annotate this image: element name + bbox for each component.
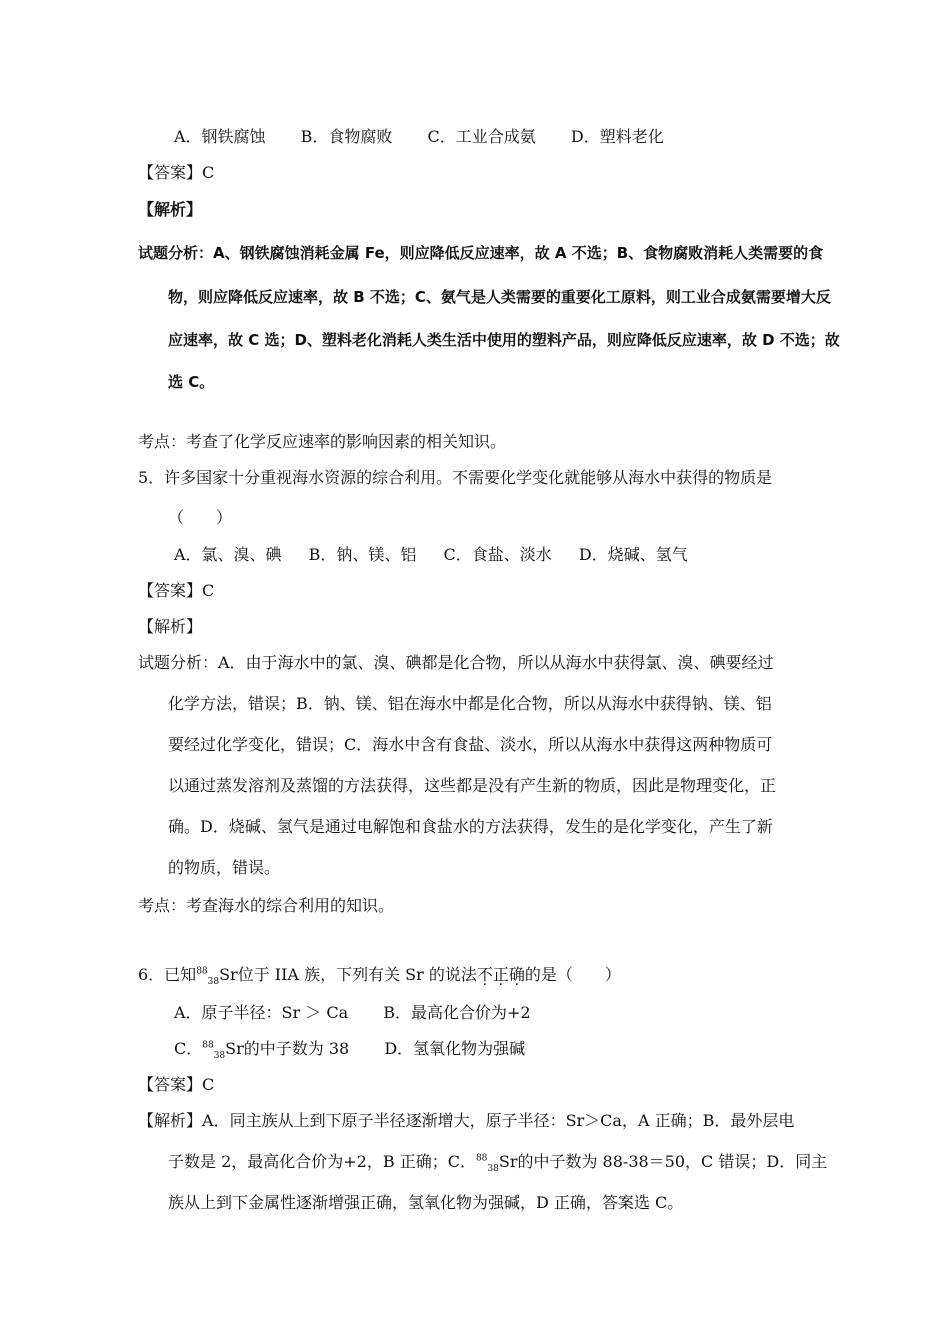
q5-option-b: B．钠、镁、铝	[308, 545, 417, 564]
q5-analysis-line-1: 试题分析：A．由于海水中的氯、溴、碘都是化合物，所以从海水中获得氯、溴、碘要经过	[138, 653, 774, 672]
q4-point: 考点：考查了化学反应速率的影响因素的相关知识。	[138, 432, 507, 451]
q6-option-c-suffix: 的中子数为 38	[243, 1039, 350, 1058]
q6-option-b: B．最高化合价为+2	[383, 1003, 531, 1022]
q6-stem-prefix: 6．已知	[138, 965, 197, 984]
q6-stem-end: 的是（ ）	[524, 965, 621, 984]
q4-option-d: D．塑料老化	[570, 127, 664, 146]
q5-analysis-line-5: 确。D．烧碱、氢气是通过电解饱和食盐水的方法获得，发生的是化学变化，产生了新	[168, 817, 773, 836]
q6-option-c-prefix: C．	[174, 1039, 203, 1058]
q6-emph-3: 确	[508, 965, 525, 984]
q6-options-row-1	[174, 1003, 531, 1023]
q4-option-a: A．钢铁腐蚀	[174, 127, 266, 146]
q4-analysis-line-1: 试题分析：A、钢铁腐蚀消耗金属 Fe，则应降低反应速率，故 A 不选；B、食物腐败消耗人类需要的食	[138, 244, 824, 262]
q6-analysis-line-1	[138, 1111, 794, 1131]
q5-analysis-line-4: 以通过蒸发溶剂及蒸馏的方法获得，这些都是没有产生新的物质，因此是物理变化，正	[168, 776, 777, 795]
q6-stem-mid: 位于 IIA 族，下列有关 Sr 的说法	[237, 965, 477, 984]
q5-option-d: D．烧碱、氢气	[578, 545, 688, 564]
q5-paren: （ ）	[168, 508, 233, 527]
q6-option-a: A．原子半径：Sr ＞ Ca	[174, 1003, 349, 1022]
q6-analysis-element: Sr	[498, 1152, 518, 1171]
q5-answer: 【答案】C	[138, 581, 215, 600]
q6-analysis-atomic: 38	[487, 1164, 499, 1175]
q5-point: 考点：考查海水的综合利用的知识。	[138, 896, 395, 915]
q6-analysis-second-b: 的中子数为 88-38＝50，C 错误；D．同主	[517, 1152, 828, 1171]
q6-analysis-first: A．同主族从上到下原子半径逐渐增大，原子半径：Sr＞Ca，A 正确；B．最外层电	[202, 1111, 795, 1130]
q4-answer: 【答案】C	[138, 163, 215, 182]
q4-analysis-label: 【解析】	[138, 200, 203, 219]
q6-analysis-line-2	[168, 1152, 828, 1175]
q6-atomic-number: 38	[207, 977, 220, 988]
q5-option-a: A．氯、溴、碘	[174, 545, 282, 564]
q5-analysis-line-6: 的物质，错误。	[168, 858, 281, 877]
q6-emph-1: 不	[476, 965, 493, 984]
q4-options	[174, 127, 664, 147]
q6-option-c-element: Sr	[225, 1039, 244, 1058]
q4-option-b: B．食物腐败	[300, 127, 393, 146]
q6-analysis-mass: 88	[475, 1153, 488, 1164]
q4-analysis-line-2: 物，则应降低反应速率，故 B 不选；C、氨气是人类需要的重要化工原料，则工业合成氨需要增大反	[168, 288, 831, 306]
q6-analysis-second-a: 子数是 2，最高化合价为+2，B 正确；C．	[168, 1152, 476, 1171]
q6-element: Sr	[219, 965, 238, 984]
q6-option-d: D．氢氧化物为强碱	[384, 1039, 526, 1058]
q6-analysis-line-3: 族从上到下金属性逐渐增强正确，氢氧化物为强碱，D 正确，答案选 C。	[168, 1193, 684, 1212]
q6-mass-number: 88	[196, 966, 208, 977]
q6-option-c-atomic: 38	[213, 1051, 226, 1062]
q5-analysis-label: 【解析】	[138, 617, 203, 636]
q4-analysis-line-4: 选 C。	[168, 373, 215, 391]
q6-options-row-2	[174, 1039, 526, 1062]
q4-option-c: C．工业合成氨	[427, 127, 536, 146]
q6-option-c-mass: 88	[202, 1040, 214, 1051]
q5-analysis-line-3: 要经过化学变化，错误；C．海水中含有食盐、淡水，所以从海水中获得这两种物质可	[168, 735, 773, 754]
q6-emph-2: 正	[492, 965, 509, 984]
q6-analysis-label: 【解析】	[138, 1111, 203, 1130]
q6-answer: 【答案】C	[138, 1075, 215, 1094]
q6-stem	[138, 965, 621, 988]
q5-options	[174, 545, 688, 565]
q5-stem: 5．许多国家十分重视海水资源的综合利用。不需要化学变化就能够从海水中获得的物质是	[138, 468, 773, 487]
q5-option-c: C．食盐、淡水	[443, 545, 552, 564]
q5-analysis-line-2: 化学方法，错误；B．钠、镁、铝在海水中都是化合物，所以从海水中获得钠、镁、铝	[168, 694, 772, 713]
q4-analysis-line-3: 应速率，故 C 选；D、塑料老化消耗人类生活中使用的塑料产品，则应降低反应速率，故 D 不选；故	[168, 331, 840, 349]
